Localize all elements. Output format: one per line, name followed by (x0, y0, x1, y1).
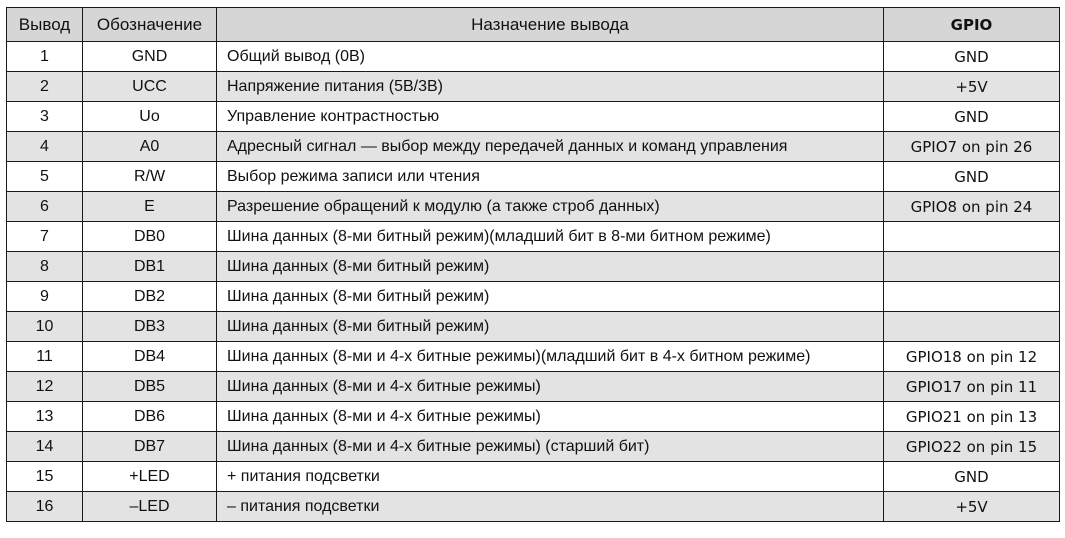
pin-number-cell: 9 (7, 282, 83, 312)
table-row (7, 102, 1060, 132)
gpio-cell: +5V (884, 492, 1060, 522)
description-cell: Шина данных (8-ми битный режим) (217, 312, 884, 342)
gpio-cell: GND (884, 42, 1060, 72)
header-name: Обозначение (83, 8, 217, 42)
table-row (7, 432, 1060, 462)
header-pin: Вывод (7, 8, 83, 42)
table-row (7, 402, 1060, 432)
gpio-cell: GPIO17 on pin 11 (884, 372, 1060, 402)
gpio-cell: GPIO7 on pin 26 (884, 132, 1060, 162)
description-cell: Разрешение обращений к модулю (а также строб данных) (217, 192, 884, 222)
signal-name-cell: DB6 (83, 402, 217, 432)
table-row (7, 342, 1060, 372)
pin-number-cell: 10 (7, 312, 83, 342)
signal-name-cell: GND (83, 42, 217, 72)
gpio-cell: GND (884, 462, 1060, 492)
signal-name-cell: DB2 (83, 282, 217, 312)
pin-number-cell: 5 (7, 162, 83, 192)
description-cell: Шина данных (8-ми и 4-х битные режимы) (старший бит) (217, 432, 884, 462)
table-row (7, 492, 1060, 522)
pin-number-cell: 3 (7, 102, 83, 132)
gpio-cell: +5V (884, 72, 1060, 102)
gpio-cell (884, 222, 1060, 252)
table-body (7, 42, 1060, 522)
table-row (7, 312, 1060, 342)
description-cell: Адресный сигнал — выбор между передачей данных и команд управления (217, 132, 884, 162)
pin-number-cell: 13 (7, 402, 83, 432)
description-cell: Напряжение питания (5В/3В) (217, 72, 884, 102)
pin-number-cell: 12 (7, 372, 83, 402)
gpio-cell (884, 282, 1060, 312)
header-gpio: GPIO (884, 8, 1060, 42)
header-row (7, 8, 1060, 42)
description-cell: Шина данных (8-ми и 4-х битные режимы) (217, 372, 884, 402)
signal-name-cell: A0 (83, 132, 217, 162)
description-cell: Шина данных (8-ми битный режим) (217, 282, 884, 312)
description-cell: Общий вывод (0В) (217, 42, 884, 72)
pin-number-cell: 8 (7, 252, 83, 282)
pinout-table (6, 7, 1060, 522)
pin-number-cell: 2 (7, 72, 83, 102)
pin-number-cell: 15 (7, 462, 83, 492)
description-cell: Шина данных (8-ми и 4-х битные режимы) (217, 402, 884, 432)
signal-name-cell: DB1 (83, 252, 217, 282)
signal-name-cell: DB7 (83, 432, 217, 462)
description-cell: Шина данных (8-ми и 4-х битные режимы)(младший бит в 4-х битном режиме) (217, 342, 884, 372)
signal-name-cell: UCC (83, 72, 217, 102)
pin-number-cell: 6 (7, 192, 83, 222)
signal-name-cell: –LED (83, 492, 217, 522)
gpio-cell: GND (884, 162, 1060, 192)
signal-name-cell: Uo (83, 102, 217, 132)
description-cell: Шина данных (8-ми битный режим) (217, 252, 884, 282)
table-header (7, 8, 1060, 42)
table-row (7, 42, 1060, 72)
signal-name-cell: +LED (83, 462, 217, 492)
table-row (7, 192, 1060, 222)
table-row (7, 132, 1060, 162)
table-row (7, 222, 1060, 252)
table-row (7, 252, 1060, 282)
pin-number-cell: 11 (7, 342, 83, 372)
table-row (7, 282, 1060, 312)
table-row (7, 72, 1060, 102)
signal-name-cell: DB5 (83, 372, 217, 402)
gpio-cell: GPIO21 on pin 13 (884, 402, 1060, 432)
pin-number-cell: 14 (7, 432, 83, 462)
table-row (7, 372, 1060, 402)
signal-name-cell: R/W (83, 162, 217, 192)
table-row (7, 162, 1060, 192)
gpio-cell: GPIO18 on pin 12 (884, 342, 1060, 372)
pin-number-cell: 16 (7, 492, 83, 522)
description-cell: Шина данных (8-ми битный режим)(младший бит в 8-ми битном режиме) (217, 222, 884, 252)
signal-name-cell: E (83, 192, 217, 222)
table-row (7, 462, 1060, 492)
gpio-cell: GPIO22 on pin 15 (884, 432, 1060, 462)
pin-number-cell: 7 (7, 222, 83, 252)
gpio-cell: GPIO8 on pin 24 (884, 192, 1060, 222)
signal-name-cell: DB3 (83, 312, 217, 342)
gpio-cell (884, 312, 1060, 342)
description-cell: Управление контрастностью (217, 102, 884, 132)
gpio-cell (884, 252, 1060, 282)
description-cell: + питания подсветки (217, 462, 884, 492)
pinout-table-container (6, 7, 1060, 522)
header-description: Назначение вывода (217, 8, 884, 42)
signal-name-cell: DB4 (83, 342, 217, 372)
description-cell: Выбор режима записи или чтения (217, 162, 884, 192)
signal-name-cell: DB0 (83, 222, 217, 252)
pin-number-cell: 1 (7, 42, 83, 72)
description-cell: – питания подсветки (217, 492, 884, 522)
pin-number-cell: 4 (7, 132, 83, 162)
gpio-cell: GND (884, 102, 1060, 132)
